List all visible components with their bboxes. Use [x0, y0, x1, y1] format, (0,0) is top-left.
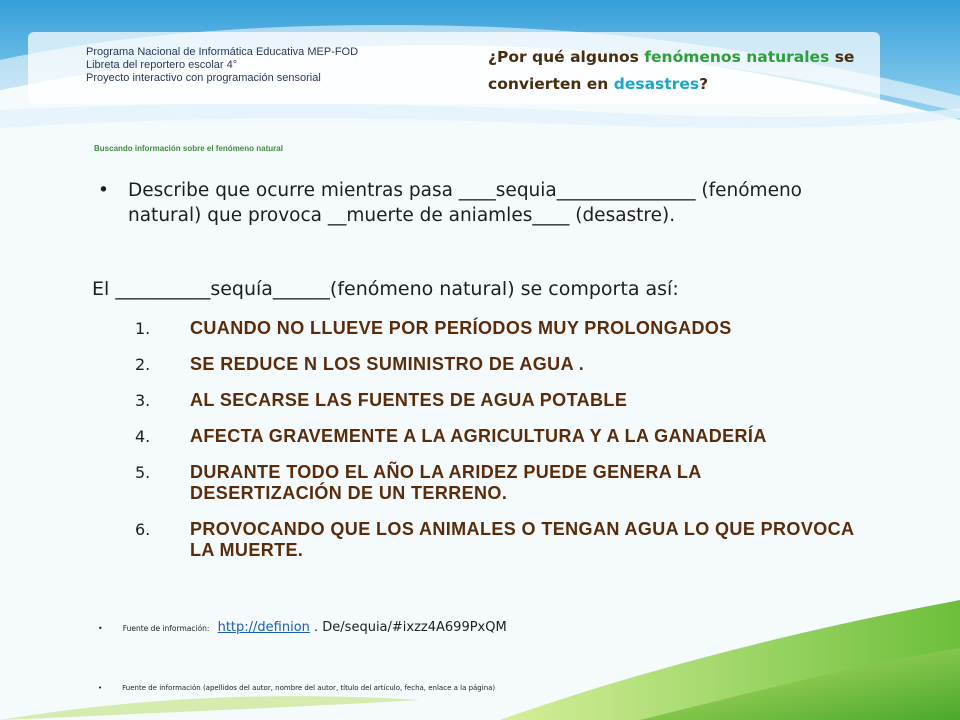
list-text: SE REDUCE N LOS SUMINISTRO DE AGUA . [190, 354, 585, 374]
footer-bullet-marker: • [98, 684, 103, 692]
bullet-text: Describe que ocurre mientras pasa ____sequia_______________ (fenómeno natural) que provoca __muerte de aniamles____ (desastre). [128, 180, 802, 226]
list-number: 5. [135, 463, 151, 482]
list-item [135, 426, 855, 447]
list-number: 1. [135, 319, 151, 338]
list-item [135, 390, 855, 411]
list-item [135, 462, 855, 504]
source-link[interactable]: http://definion [217, 620, 310, 635]
list-item [135, 354, 855, 375]
source-label: Fuente de información: [122, 624, 210, 633]
question-part: ? [699, 75, 709, 93]
list-number: 2. [135, 355, 151, 374]
program-line: Proyecto interactivo con programación sensorial [86, 72, 321, 84]
list-number: 6. [135, 520, 151, 539]
source-rest: . De/sequia/#ixzz4A699PxQM [309, 620, 507, 635]
question-title [488, 44, 898, 98]
program-line: Programa Nacional de Informática Educativa MEP-FOD [86, 46, 359, 58]
list-number: 4. [135, 427, 151, 446]
list-text: CUANDO NO LLUEVE POR PERÍODOS MUY PROLONGADOS [190, 318, 732, 338]
question-part: ¿Por qué algunos [488, 48, 645, 66]
list-text: AL SECARSE LAS FUENTES DE AGUA POTABLE [190, 390, 628, 410]
source-line [98, 620, 507, 635]
list-text: PROVOCANDO QUE LOS ANIMALES O TENGAN AGUA LO QUE PROVOCA LA MUERTE. [190, 519, 854, 560]
program-info [86, 46, 466, 85]
list-number: 3. [135, 391, 151, 410]
question-part: se convierten en [488, 48, 855, 93]
behaves-line: El __________sequía______(fenómeno natural) se comporta así: [92, 278, 679, 300]
footer-note-text: Fuente de información (apellidos del autor, nombre del autor, título del artículo, fecha, enlace a la página) [122, 684, 496, 692]
section-label: Buscando información sobre el fenómeno natural [94, 144, 283, 153]
list-item [135, 519, 855, 561]
question-highlight-disasters: desastres [613, 75, 700, 93]
program-line: Libreta del reportero escolar 4° [86, 59, 238, 71]
numbered-list [135, 318, 855, 561]
source-bullet-marker: • [98, 624, 103, 633]
question-highlight-phenomena: fenómenos naturales [644, 48, 830, 66]
list-item [135, 318, 855, 339]
bullet-item [98, 178, 838, 228]
list-text: AFECTA GRAVEMENTE A LA AGRICULTURA Y A LA GANADERÍA [190, 426, 767, 446]
list-text: DURANTE TODO EL AÑO LA ARIDEZ PUEDE GENERA LA DESERTIZACIÓN DE UN TERRENO. [190, 462, 702, 503]
footer-note [98, 684, 495, 692]
bullet-marker: • [98, 180, 109, 201]
